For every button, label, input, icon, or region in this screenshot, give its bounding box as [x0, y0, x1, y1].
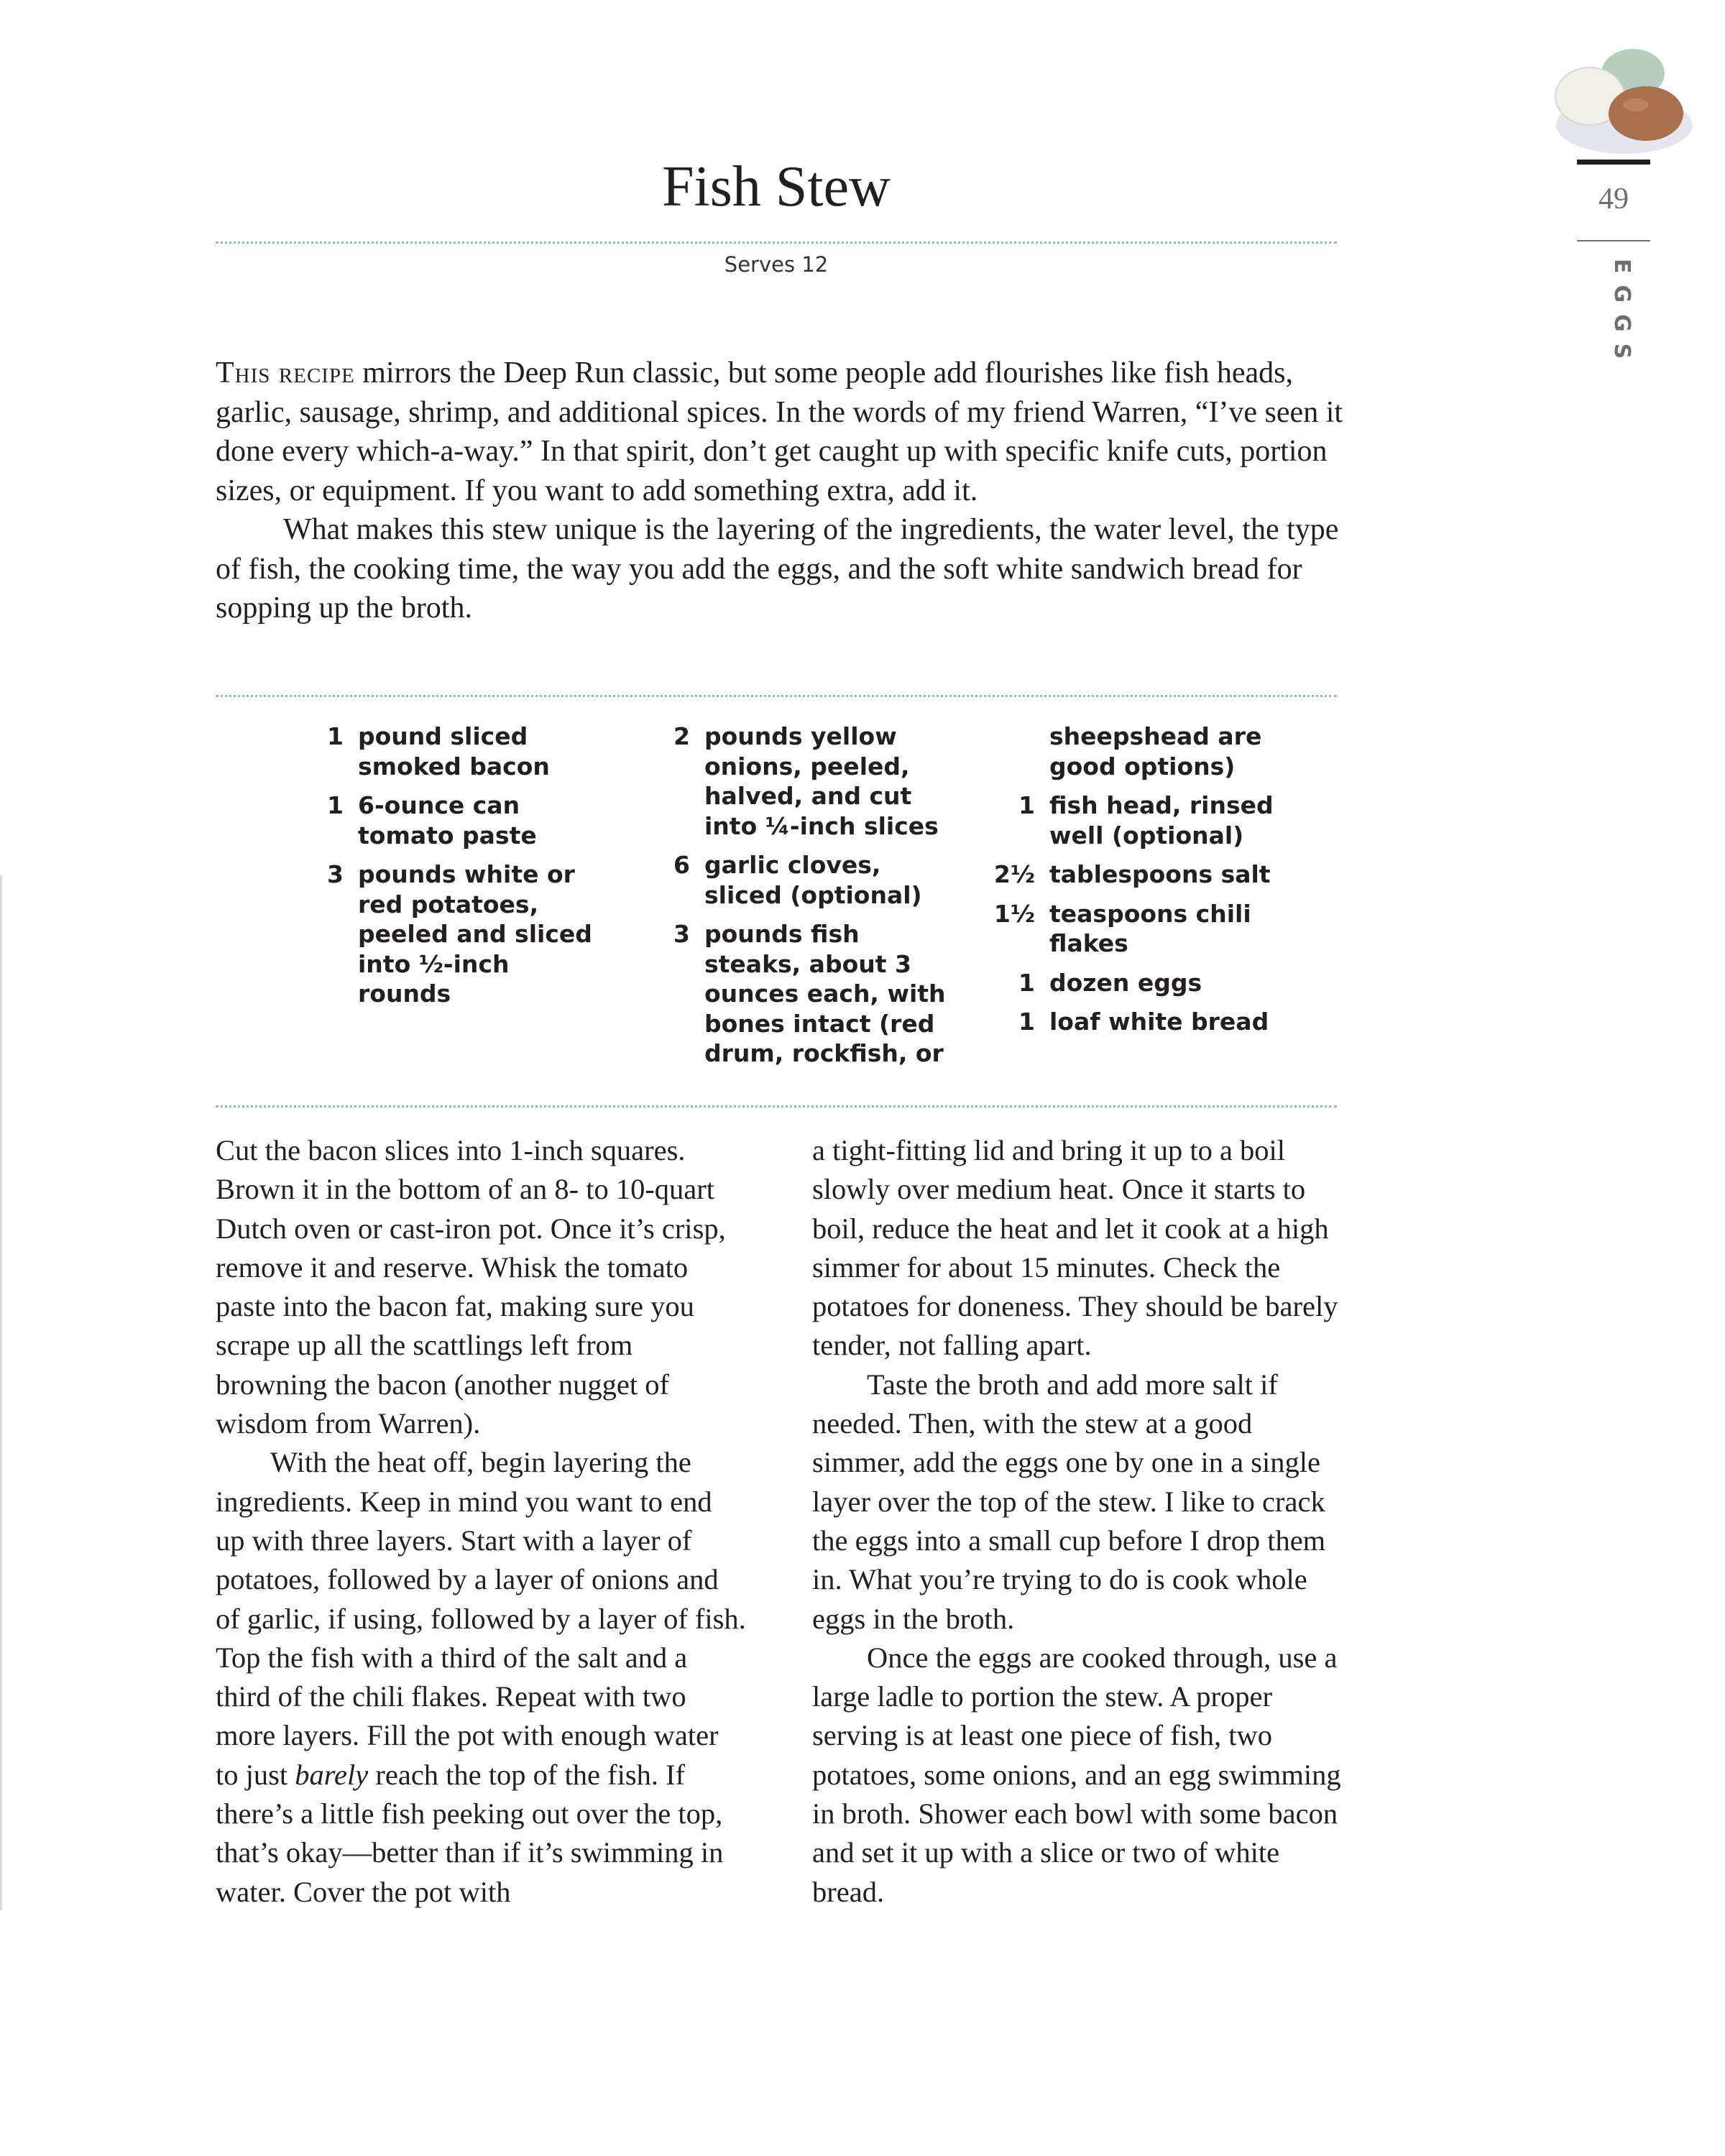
brown-egg-highlight	[1623, 98, 1649, 111]
directions-column-2	[812, 1131, 1344, 1912]
page-edge-shadow	[0, 875, 2, 1910]
ingredient-description: pounds fish steaks, about 3 ounces each, with bones intact (red drum, rockfish, or	[704, 920, 946, 1067]
recipe-title: Fish Stew	[662, 155, 891, 218]
intro-paragraph-2: What makes this stew unique is the layering of the ingredients, the water level, the type of fish, the cooking time, the way you add the eggs, and the soft white sandwich bread for sopping up the broth.	[216, 513, 1339, 625]
ingredient-description: pounds yellow onions, peeled, halved, and cut into ¼-inch slices	[704, 722, 939, 840]
direction-text: reach the top of the fish. If there’s a little fish peeking out over the top, that’s okay—better than if it’s swimming in water. Cover the pot with	[216, 1758, 724, 1908]
ingredients-column-1	[277, 722, 594, 1018]
eggs-illustration	[1538, 39, 1696, 161]
ingredient-item	[969, 1007, 1300, 1037]
ingredient-quantity: 1	[1018, 791, 1035, 819]
ingredient-description: pounds white or red potatoes, peeled and sliced into ½-inch rounds	[358, 860, 592, 1008]
ingredient-description: garlic cloves, sliced (optional)	[704, 851, 922, 909]
ingredient-quantity: 1	[327, 791, 344, 819]
ingredient-description: fish head, rinsed well (optional)	[1049, 791, 1274, 849]
ingredient-description: tablespoons salt	[1049, 860, 1271, 888]
recipe-intro	[216, 354, 1344, 628]
direction-paragraph	[216, 1443, 748, 1912]
direction-paragraph: a tight-fitting lid and bring it up to a boil slowly over medium heat. Once it starts to boil, reduce the heat and let it cook at a high simmer for about 15 minutes. Check the potatoes for doneness. They should be barely tender, not falling apart.	[812, 1134, 1338, 1362]
ingredient-item	[969, 791, 1300, 850]
ingredient-description: teaspoons chili flakes	[1049, 899, 1251, 957]
ingredient-item	[969, 968, 1300, 998]
ingredient-item	[277, 791, 594, 850]
serves-label: Serves 12	[724, 252, 829, 277]
section-tab-divider	[1577, 240, 1650, 241]
direction-paragraph: Once the eggs are cooked through, use a large ladle to portion the stew. A proper serving is at least one piece of fish, two potatoes, some onions, and an egg swimming in broth. Shower each bowl with some bacon and set it up with a slice or two of white bread.	[812, 1641, 1341, 1908]
ingredient-description: loaf white bread	[1049, 1008, 1269, 1036]
ingredient-item	[624, 722, 954, 841]
ingredient-quantity: 1½	[993, 899, 1035, 928]
title-rule	[216, 241, 1337, 244]
section-tab-bar	[1577, 160, 1650, 165]
ingredient-quantity: 1	[327, 722, 344, 750]
intro-lead-caps: This recipe	[216, 356, 355, 390]
ingredient-quantity: 3	[673, 920, 690, 948]
ingredient-quantity: 3	[327, 860, 344, 888]
ingredients-bottom-rule	[216, 1105, 1337, 1107]
page-number: 49	[1598, 183, 1629, 216]
direction-paragraph: Taste the broth and add more salt if needed. Then, with the stew at a good simmer, add the eggs one by one in a single layer over the top of the stew. I like to crack the eggs into a small cup before I drop them in. What you’re trying to do is cook whole eggs in the broth.	[812, 1368, 1326, 1635]
ingredient-item	[969, 722, 1300, 781]
direction-text: With the heat off, begin layering the ingredients. Keep in mind you want to end up with three layers. Start with a layer of potatoes, followed by a layer of onions and of garlic, if using, followed by a layer of fish. Top the fish with a third of the salt and a third of the chili flakes. Repeat with two more layers. Fill the pot with enough water to just	[216, 1446, 746, 1791]
ingredient-item	[969, 860, 1300, 890]
ingredient-description: pound sliced smoked bacon	[358, 722, 550, 780]
ingredient-item	[624, 850, 954, 910]
ingredient-description: 6-ounce can tomato paste	[358, 791, 537, 849]
ingredient-quantity: 6	[673, 851, 690, 879]
ingredient-item	[624, 919, 954, 1069]
ingredient-quantity: 2½	[993, 860, 1035, 888]
ingredient-item	[277, 860, 594, 1009]
ingredient-item	[277, 722, 594, 781]
ingredient-quantity	[969, 722, 1049, 781]
ingredients-top-rule	[216, 695, 1337, 697]
ingredient-quantity: 1	[1018, 968, 1035, 997]
ingredients-column-3	[969, 722, 1300, 1046]
section-label: EGGS	[1609, 259, 1634, 371]
ingredient-quantity: 2	[673, 722, 690, 750]
intro-paragraph-1	[216, 354, 1344, 510]
ingredients-column-2	[624, 722, 954, 1078]
brown-egg	[1609, 86, 1683, 141]
direction-emphasis: barely	[295, 1758, 369, 1791]
ingredient-description: sheepshead are good options)	[1049, 722, 1262, 780]
directions-column-1	[216, 1131, 748, 1912]
ingredient-description: dozen eggs	[1049, 968, 1202, 997]
ingredient-quantity: 1	[1018, 1008, 1035, 1036]
ingredient-item	[969, 899, 1300, 959]
intro-paragraph-1-text: mirrors the Deep Run classic, but some people add flourishes like fish heads, garlic, sausage, shrimp, and additional spices. In the words of my friend Warren, “I’ve seen it done every which-a-way.” In that spirit, don’t get caught up with specific knife cuts, portion sizes, or equipment. If you want to add something extra, add it.	[216, 356, 1343, 507]
direction-paragraph: Cut the bacon slices into 1-inch squares. Brown it in the bottom of an 8- to 10-quart Dutch oven or cast-iron pot. Once it’s crisp, remove it and reserve. Whisk the tomato paste into the bacon fat, making sure you scrape up all the scattlings left from browning the bacon (another nugget of wisdom from Warren).	[216, 1134, 726, 1440]
